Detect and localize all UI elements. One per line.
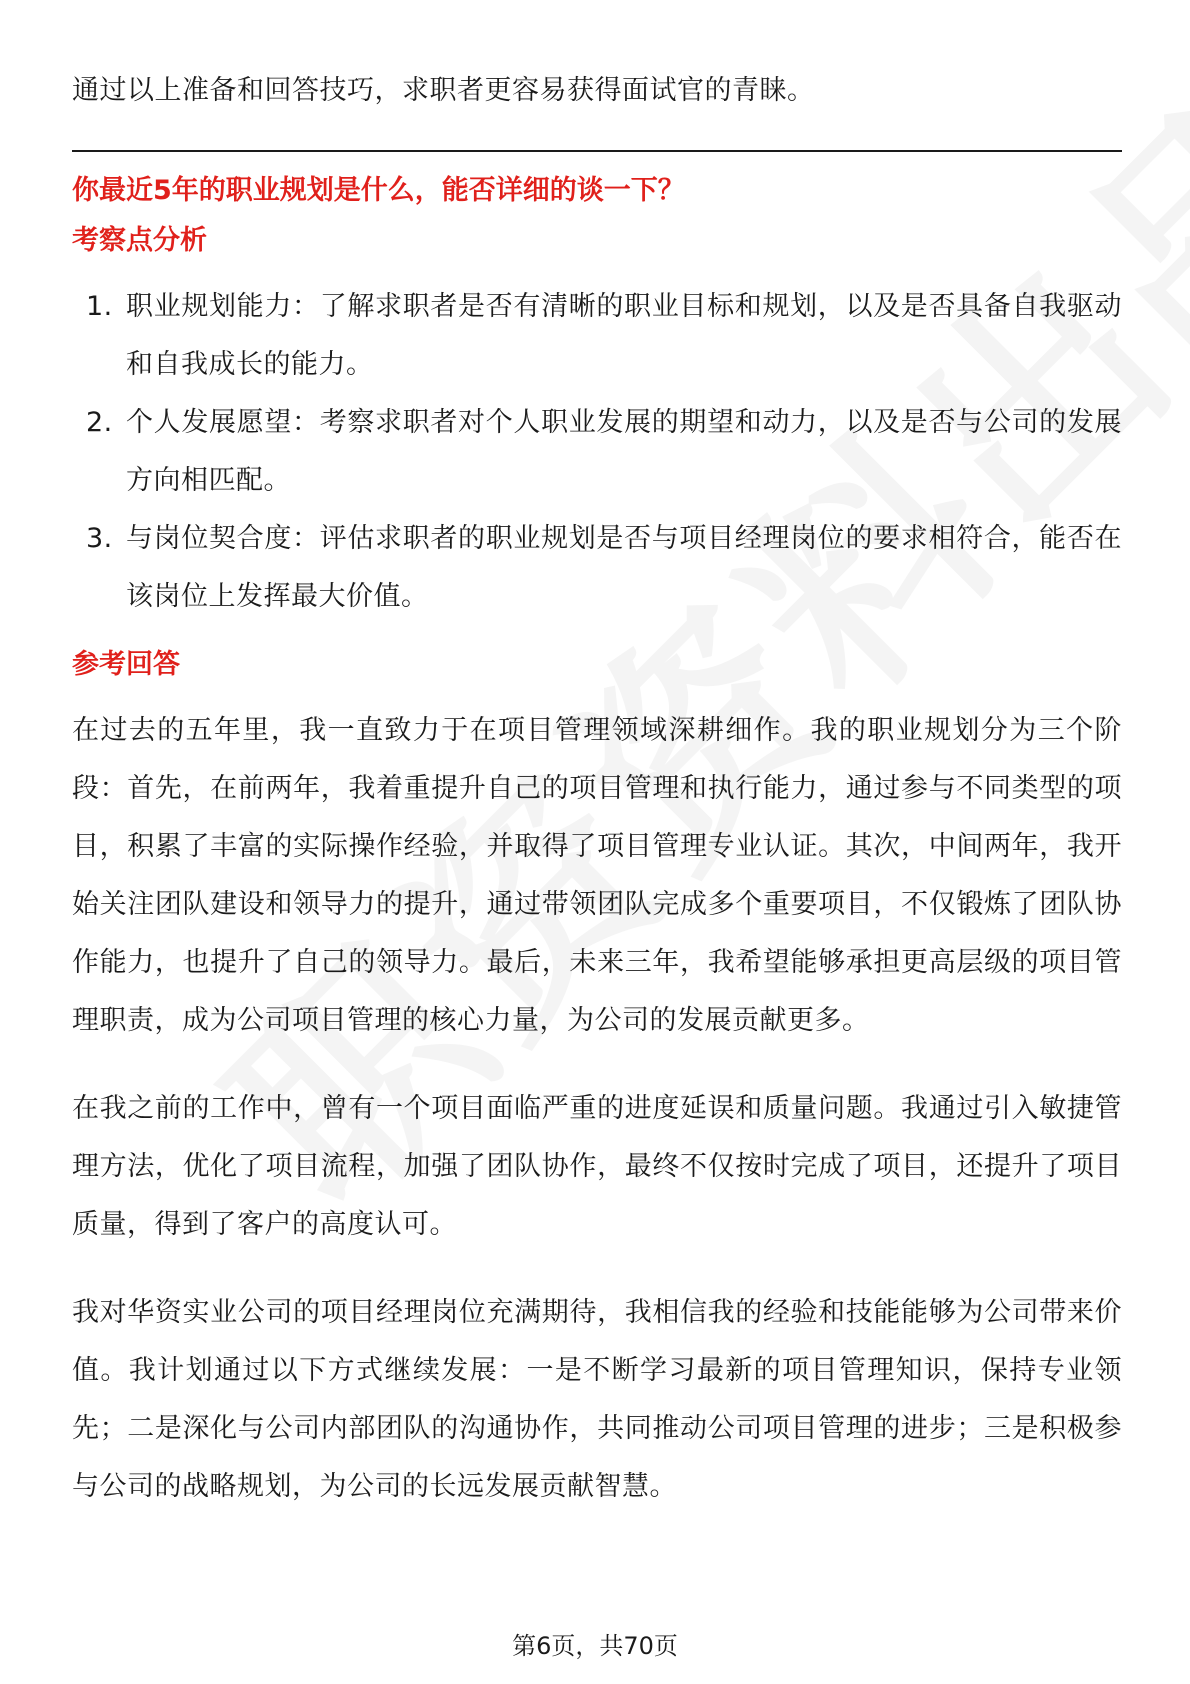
- question-heading: 你最近5年的职业规划是什么，能否详细的谈一下？: [72, 175, 685, 206]
- answer-paragraph: 我对华资实业公司的项目经理岗位充满期待，我相信我的经验和技能能够为公司带来价值。我计划通过以下方式继续发展：一是不断学习最新的项目管理知识，保持专业领先；二是深化与公司内部团队的沟通协作，共同推动公司项目管理的进步；三是积极参与公司的战略规划，为公司的长远发展贡献智慧。: [72, 1297, 1122, 1502]
- page-content: [72, 62, 1122, 1516]
- list-item-number: 3.: [86, 523, 113, 554]
- analysis-list: [72, 278, 1122, 626]
- list-item: [72, 278, 1122, 394]
- intro-paragraph: 通过以上准备和回答技巧，求职者更容易获得面试官的青睐。: [72, 75, 815, 106]
- divider-line: [72, 150, 1122, 152]
- answer-paragraph: 在过去的五年里，我一直致力于在项目管理领域深耕细作。我的职业规划分为三个阶段：首先，在前两年，我着重提升自己的项目管理和执行能力，通过参与不同类型的项目，积累了丰富的实际操作经验，并取得了项目管理专业认证。其次，中间两年，我开始关注团队建设和领导力的提升，通过带领团队完成多个重要项目，不仅锻炼了团队协作能力，也提升了自己的领导力。最后，未来三年，我希望能够承担更高层级的项目管理职责，成为公司项目管理的核心力量，为公司的发展贡献更多。: [72, 715, 1122, 1036]
- list-item: [72, 510, 1122, 626]
- page-number-footer: 第6页，共70页: [512, 1632, 678, 1660]
- analysis-heading: 考察点分析: [72, 225, 207, 256]
- answer-heading: 参考回答: [72, 649, 180, 680]
- list-item: [72, 394, 1122, 510]
- list-item-text: 与岗位契合度：评估求职者的职业规划是否与项目经理岗位的要求相符合，能否在该岗位上发挥最大价值。: [126, 523, 1122, 612]
- list-item-number: 1.: [86, 291, 113, 322]
- list-item-number: 2.: [86, 407, 113, 438]
- answer-paragraph: 在我之前的工作中，曾有一个项目面临严重的进度延误和质量问题。我通过引入敏捷管理方法，优化了项目流程，加强了团队协作，最终不仅按时完成了项目，还提升了项目质量，得到了客户的高度认可。: [72, 1093, 1122, 1240]
- list-item-text: 个人发展愿望：考察求职者对个人职业发展的期望和动力，以及是否与公司的发展方向相匹配。: [126, 407, 1122, 496]
- list-item-text: 职业规划能力：了解求职者是否有清晰的职业目标和规划，以及是否具备自我驱动和自我成长的能力。: [126, 291, 1122, 380]
